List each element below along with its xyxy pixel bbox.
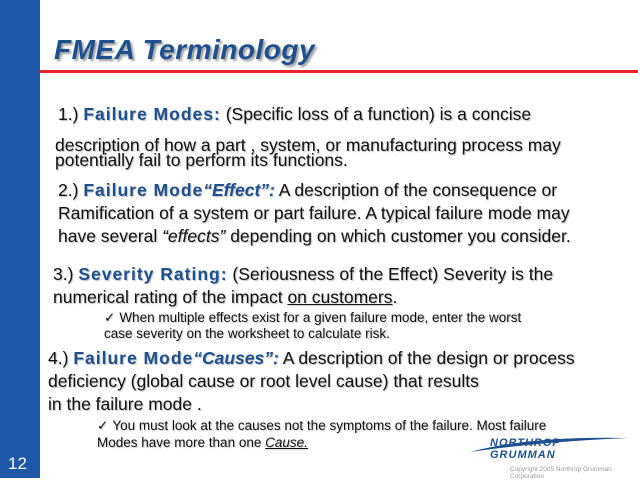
item4-line3: in the failure mode . [48, 394, 202, 414]
checkmark-icon: ✓ [104, 310, 116, 325]
item4-note-line2 [97, 434, 308, 451]
item2-line3-italic: “effects” [162, 226, 226, 246]
item4-line2: deficiency (global cause or root level cause) that results [48, 371, 479, 391]
item3-line2-underlined: on customers [287, 287, 393, 307]
checkmark-icon: ✓ [97, 418, 109, 433]
logo-text: NORTHROP GRUMMAN [490, 437, 561, 461]
item2-line1 [58, 179, 557, 202]
item3-line2-pre: numerical rating of the impact [53, 287, 283, 307]
left-sidebar-bar [0, 0, 40, 478]
item1-number: 1.) [58, 104, 79, 124]
title-divider [40, 70, 638, 73]
copyright-notice: Copyright 2005 Northrop Grumman Corporation [510, 466, 612, 480]
item1-line1 [58, 103, 531, 126]
item2-term: Failure Mode [83, 180, 204, 200]
item4-note-line2-link: Cause. [265, 435, 308, 450]
item4-line1 [48, 347, 575, 370]
item4-note-line2-pre: Modes have more than one [97, 435, 262, 450]
item4-term: Failure Mode [73, 348, 194, 368]
item3-number: 3.) [53, 264, 74, 284]
item4-line1-text: A description of the design or process [282, 348, 575, 368]
item3-term: Severity Rating: [78, 264, 228, 284]
item3-note-line1-text: When multiple effects exist for a given failure mode, enter the worst [119, 310, 522, 325]
item4-term-quoted: “Causes”: [193, 348, 279, 368]
item2-line3-pre: have several [58, 226, 158, 246]
item2-line2: Ramification of a system or part failure. A typical failure mode may [58, 203, 570, 223]
item4-note-line1 [97, 417, 546, 434]
item3-line1 [53, 263, 553, 286]
page-number: 12 [8, 454, 27, 473]
item3-line1-text: (Seriousness of the Effect) Severity is the [232, 264, 554, 284]
item2-line3 [58, 225, 571, 248]
item4-number: 4.) [48, 348, 69, 368]
item3-line2 [53, 286, 397, 309]
item1-line2: description of how a part , system, or manufacturing process may [55, 135, 561, 155]
northrop-grumman-logo [468, 434, 630, 461]
item2-number: 2.) [58, 180, 79, 200]
item3-line2-post: . [392, 287, 398, 307]
item1-line1-text: (Specific loss of a function) is a concise [225, 104, 532, 124]
item3-note-line1 [104, 309, 521, 326]
item2-line1-text: A description of the consequence or [278, 180, 558, 200]
item1-line3: potentially fail to perform its functions. [55, 150, 348, 170]
item4-note-line1-text: You must look at the causes not the symptoms of the failure. Most failure [112, 418, 547, 433]
item1-term: Failure Modes: [83, 104, 221, 124]
item3-note-line2: case severity on the worksheet to calculate risk. [104, 326, 390, 341]
item2-term-quoted: “Effect”: [203, 180, 275, 200]
item2-line3-post: depending on which customer you consider. [230, 226, 571, 246]
slide-title: FMEA Terminology [54, 34, 316, 65]
